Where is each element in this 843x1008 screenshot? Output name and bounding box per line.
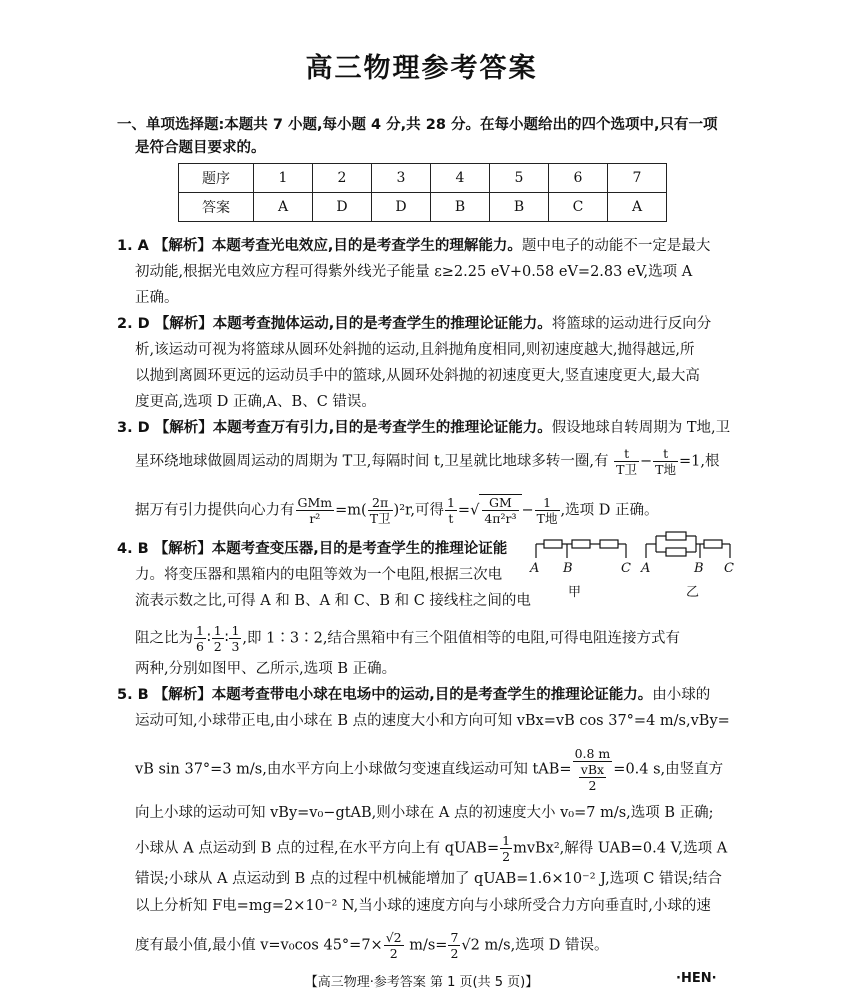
q5-line: 以上分析知 F电=mg=2×10⁻² N,当小球的速度方向与小球所受合力方向垂直时,小球的速: [135, 898, 711, 914]
table-cell: C: [549, 193, 608, 222]
answer-table: [178, 163, 667, 222]
section-header: 一、单项选择题:本题共 7 小题,每小题 4 分,共 28 分。在每小题给出的四个选项中,只有一项: [117, 117, 718, 133]
q3-line: 3. D 【解析】本题考查万有引力,目的是考查学生的推理论证能力。假设地球自转周期为 T地,卫: [117, 420, 731, 436]
table-cell: 7: [608, 164, 667, 193]
terminal-label: B: [563, 561, 573, 576]
q5-line: 5. B 【解析】本题考查带电小球在电场中的运动,目的是考查学生的推理论证能力。由小球的: [117, 687, 711, 703]
fraction: $\frac{\text{GMm}}{\text{r²}}$: [297, 495, 333, 526]
q5-line: 错误;小球从 A 点运动到 B 点的过程中机械能增加了 qUAB=1.6×10⁻² J,选项 C 错误;结合: [135, 871, 722, 887]
q2-line: 2. D 【解析】本题考查抛体运动,目的是考查学生的推理论证能力。将篮球的运动进行反向分: [117, 316, 712, 332]
fraction: $\frac{1}{3}$: [231, 623, 240, 654]
table-row: [179, 193, 667, 222]
q5-line: 小球从 A 点运动到 B 点的过程,在水平方向上有 qUAB= $\frac{1}{2}$ mvBx²,解得 UAB=0.4 V,选项 A: [135, 833, 728, 864]
footer-code: ·HEN·: [676, 971, 717, 986]
q2-line: 以抛到离圆环更远的运动员手中的篮球,从圆环处斜抛的初速度更大,竖直速度更大,最大高: [135, 368, 700, 384]
table-cell: 2: [313, 164, 372, 193]
table-cell: D: [313, 193, 372, 222]
diagram-caption: 乙: [686, 585, 700, 600]
fraction: $\frac{1}{t}$: [446, 495, 455, 526]
terminal-label: C: [621, 561, 631, 576]
fraction: $\frac{t}{\text{T地}}$: [655, 446, 676, 477]
fraction: $\frac{√2}{2}$: [385, 930, 402, 961]
table-cell: 1: [254, 164, 313, 193]
q1-line: 初动能,根据光电效应方程可得紫外线光子能量 ε≥2.25 eV+0.58 eV=2.83 eV,选项 A: [135, 264, 693, 280]
q3-line: 星环绕地球做圆周运动的周期为 T卫,每隔时间 t,卫星就比地球多转一圈,有 $\frac{t}{\text{T卫}}$ − $\frac{t}{\text{T地}}$ =1,根: [135, 446, 720, 477]
q5-line: vB sin 37°=3 m/s,由水平方向上小球做匀变速直线运动可知 tAB= $\frac{0.8 m}{\frac{\text{vBx}}{2}}$ =0.4 s,由竖直方: [135, 746, 724, 793]
table-cell: 3: [372, 164, 431, 193]
q4-line: 流表示数之比,可得 A 和 B、A 和 C、B 和 C 接线柱之间的电: [135, 593, 531, 609]
table-cell: B: [490, 193, 549, 222]
fraction: $\frac{1}{6}$: [196, 623, 204, 654]
circuit-svg: [528, 530, 743, 570]
fraction: $\frac{7}{2}$: [450, 930, 459, 961]
fraction: $\frac{1}{2}$: [502, 833, 511, 864]
terminal-label: C: [724, 561, 734, 576]
q2-line: 度更高,选项 D 正确,A、B、C 错误。: [135, 394, 376, 410]
fraction: $\frac{GM}{\text{4π²r³}}$: [484, 495, 517, 526]
page-title: 高三物理参考答案: [305, 53, 538, 84]
table-cell: 4: [431, 164, 490, 193]
q1-line: 正确。: [135, 290, 179, 306]
q5-line: 向上小球的运动可知 vBy=v₀−gtAB,则小球在 A 点的初速度大小 v₀=7 m/s,选项 B 正确;: [135, 805, 714, 821]
q4-line: 阻之比为 $\frac{1}{6}$ ∶ $\frac{1}{2}$ ∶ $\frac{1}{3}$ ,即 1∶3∶2,结合黑箱中有三个阻值相等的电阻,可得电阻连接方式有: [135, 623, 681, 654]
q5-line: 度有最小值,最小值 v=v₀cos 45°=7× $\frac{√2}{2}$ m/s= $\frac{7}{2}$ √2 m/s,选项 D 错误。: [135, 930, 609, 961]
table-row: [179, 164, 667, 193]
terminal-label: B: [694, 561, 704, 576]
table-cell: B: [431, 193, 490, 222]
table-cell: 5: [490, 164, 549, 193]
fraction: $\frac{2\pi}{\text{T卫}}$: [369, 495, 391, 526]
q4-line: 力。将变压器和黑箱内的电阻等效为一个电阻,根据三次电: [135, 567, 503, 583]
fraction: $\frac{1}{\text{T地}}$: [536, 495, 558, 526]
q5-line: 运动可知,小球带正电,由小球在 B 点的速度大小和方向可知 vBx=vB cos 37°=4 m/s,vBy=: [135, 713, 730, 729]
terminal-label: A: [641, 561, 651, 576]
fraction: $\frac{t}{\text{T卫}}$: [616, 446, 637, 477]
fraction: $\frac{0.8 m}{\frac{\text{vBx}}{2}}$: [574, 746, 611, 793]
q4-line: 4. B 【解析】本题考查变压器,目的是考查学生的推理论证能: [117, 541, 508, 557]
section-header-cont: 是符合题目要求的。: [135, 140, 266, 156]
diagram-caption: 甲: [568, 585, 582, 600]
page-footer: 【高三物理·参考答案 第 1 页(共 5 页)】: [304, 975, 539, 990]
table-header-cell: 题序: [179, 164, 254, 193]
q4-line: 两种,分别如图甲、乙所示,选项 B 正确。: [135, 661, 397, 677]
table-cell: 6: [549, 164, 608, 193]
circuit-diagram: [528, 530, 743, 600]
q2-line: 析,该运动可视为将篮球从圆环处斜抛的运动,且斜抛角度相同,则初速度越大,抛得越远,所: [135, 342, 695, 358]
terminal-label: A: [530, 561, 540, 576]
q3-line: 据万有引力提供向心力有 $\frac{\text{GMm}}{\text{r²}}$ =m( $\frac{2\pi}{\text{T卫}}$ )²r,可得 $\frac{1}{t}$ =√ $\frac{GM}{\text{4π²r³}}$ − $\frac{1}{\text{T地}}$ ,选项 D 正确。: [135, 495, 659, 526]
fraction: $\frac{1}{2}$: [213, 623, 222, 654]
q1-line: 1. A 【解析】本题考查光电效应,目的是考查学生的理解能力。题中电子的动能不一定是最大: [117, 238, 711, 254]
table-cell: A: [254, 193, 313, 222]
table-cell: A: [608, 193, 667, 222]
table-cell: D: [372, 193, 431, 222]
table-header-cell: 答案: [179, 193, 254, 222]
